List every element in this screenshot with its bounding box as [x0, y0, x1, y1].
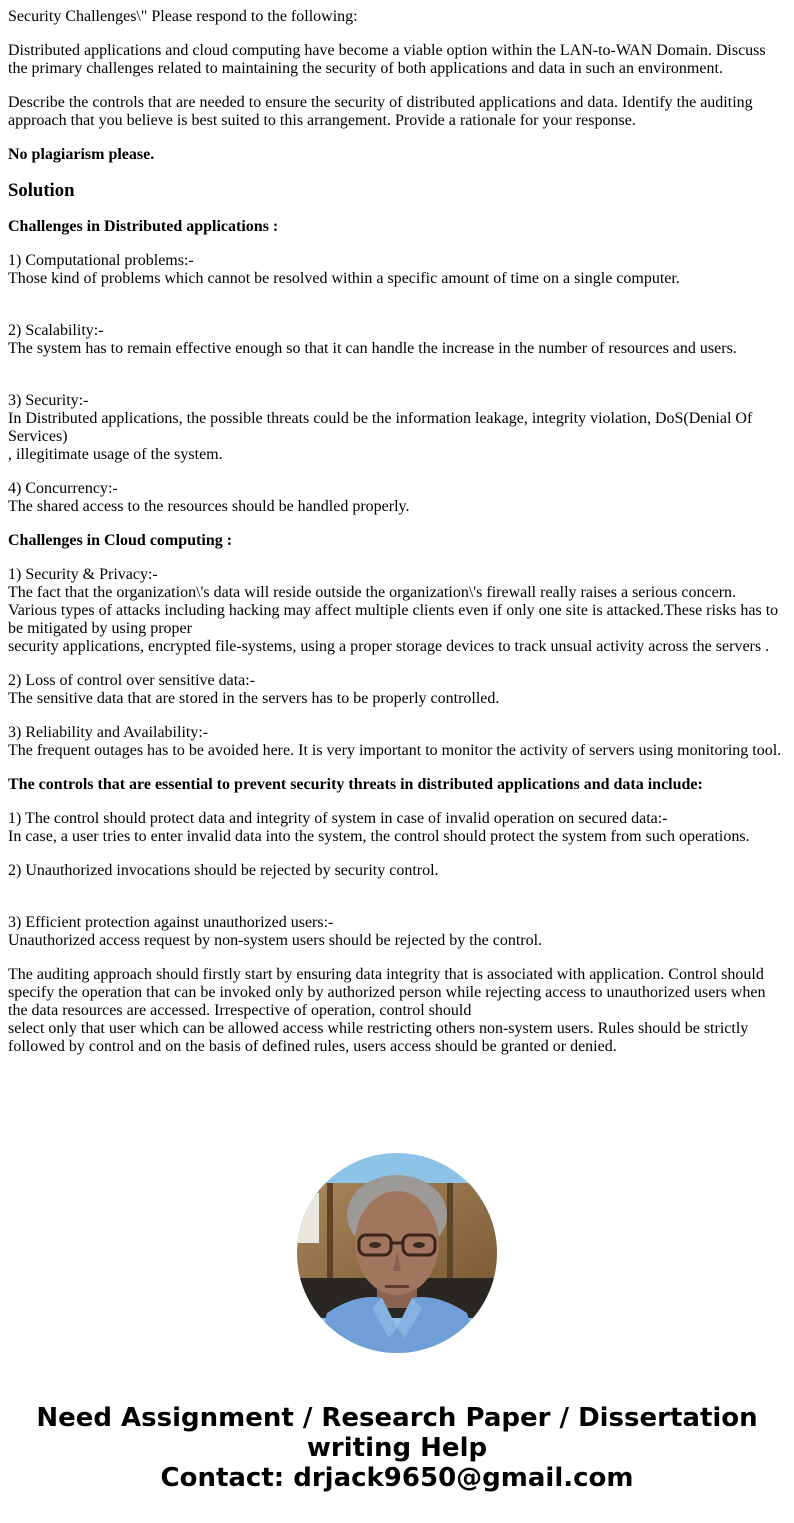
portrait-icon — [297, 1153, 497, 1353]
no-plagiarism-note: No plagiarism please. — [8, 146, 155, 163]
item-title: 2) Scalability:- — [8, 322, 104, 339]
item-text: Those kind of problems which cannot be resolved within a specific amount of time on a single computer. — [8, 270, 680, 287]
item-title: 3) Reliability and Availability:- — [8, 724, 209, 741]
item-text: Unauthorized access request by non-system users should be rejected by the control. — [8, 932, 543, 949]
question-intro: Security Challenges\" Please respond to the following: — [8, 8, 358, 25]
promo-line-1: Need Assignment / Research Paper / Dissertation — [36, 1403, 758, 1433]
item-text: The system has to remain effective enough so that it can handle the increase in the number of resources and users. — [8, 340, 737, 357]
item-title: 2) Loss of control over sensitive data:- — [8, 672, 256, 689]
item-title: 3) Security:- — [8, 392, 89, 409]
promo-banner — [0, 1403, 794, 1493]
distributed-item-4 — [8, 480, 786, 516]
cloud-item-2 — [8, 672, 786, 708]
blank-line — [8, 880, 786, 898]
item-text: security applications, encrypted file-systems, using a proper storage devices to track unsual activity across the servers . — [8, 638, 770, 655]
item-title: 1) Security & Privacy:- — [8, 566, 158, 583]
auditing-text-1: The auditing approach should firstly start by ensuring data integrity that is associated with application. Control should specify the operation that can be invoked only by authorized person while rejecting access to unauthorized users when the data resources are accessed. Irrespective of operation, control should — [8, 966, 766, 1019]
author-photo — [297, 1153, 497, 1353]
item-text: The shared access to the resources should be handled properly. — [8, 498, 410, 515]
item-title: 3) Efficient protection against unauthorized users:- — [8, 914, 334, 931]
distributed-item-1 — [8, 252, 786, 306]
item-title: 1) The control should protect data and integrity of system in case of invalid operation on secured data:- — [8, 810, 668, 827]
promo-contact: Contact: drjack9650@gmail.com — [160, 1463, 634, 1493]
auditing-approach — [8, 966, 786, 1056]
distributed-item-2 — [8, 322, 786, 376]
cloud-item-3 — [8, 724, 786, 760]
question-paragraph-1: Distributed applications and cloud computing have become a viable option within the LAN-to-WAN Domain. Discuss the primary challenges related to maintaining the security of both applications and data in such an environment. — [8, 42, 766, 77]
control-item-3 — [8, 914, 786, 950]
item-text: , illegitimate usage of the system. — [8, 446, 223, 463]
control-item-2 — [8, 862, 786, 898]
item-text: The sensitive data that are stored in the servers has to be properly controlled. — [8, 690, 500, 707]
controls-heading: The controls that are essential to prevent security threats in distributed applications and data include: — [8, 776, 703, 793]
control-item-1 — [8, 810, 786, 846]
distributed-challenges-heading: Challenges in Distributed applications : — [8, 218, 279, 235]
cloud-item-1 — [8, 566, 786, 656]
blank-line — [8, 288, 786, 306]
item-text: The fact that the organization\'s data will reside outside the organization\'s firewall really raises a serious concern. Various types of attacks including hacking may affect multiple clients even if only one site is attacked.These risks has to be mitigated by using proper — [8, 584, 779, 637]
item-text: The frequent outages has to be avoided here. It is very important to monitor the activity of servers using monitoring tool. — [8, 742, 782, 759]
question-paragraph-2: Describe the controls that are needed to ensure the security of distributed applications and data. Identify the auditing approach that you believe is best suited to this arrangement. Provide a rationale for your response. — [8, 94, 753, 129]
item-title: 1) Computational problems:- — [8, 252, 194, 269]
item-text: In Distributed applications, the possible threats could be the information leakage, integrity violation, DoS(Denial Of Services) — [8, 410, 753, 445]
blank-line — [8, 358, 786, 376]
item-title: 4) Concurrency:- — [8, 480, 118, 497]
promo-line-2: writing Help — [306, 1433, 488, 1463]
item-title: 2) Unauthorized invocations should be rejected by security control. — [8, 862, 439, 879]
item-text: In case, a user tries to enter invalid data into the system, the control should protect the system from such operations. — [8, 828, 750, 845]
auditing-text-2: select only that user which can be allowed access while restricting others non-system users. Rules should be strictly followed by control and on the basis of defined rules, users access should be granted or denied. — [8, 1020, 749, 1055]
cloud-challenges-heading: Challenges in Cloud computing : — [8, 532, 233, 549]
solution-heading: Solution — [8, 180, 75, 201]
distributed-item-3 — [8, 392, 786, 464]
